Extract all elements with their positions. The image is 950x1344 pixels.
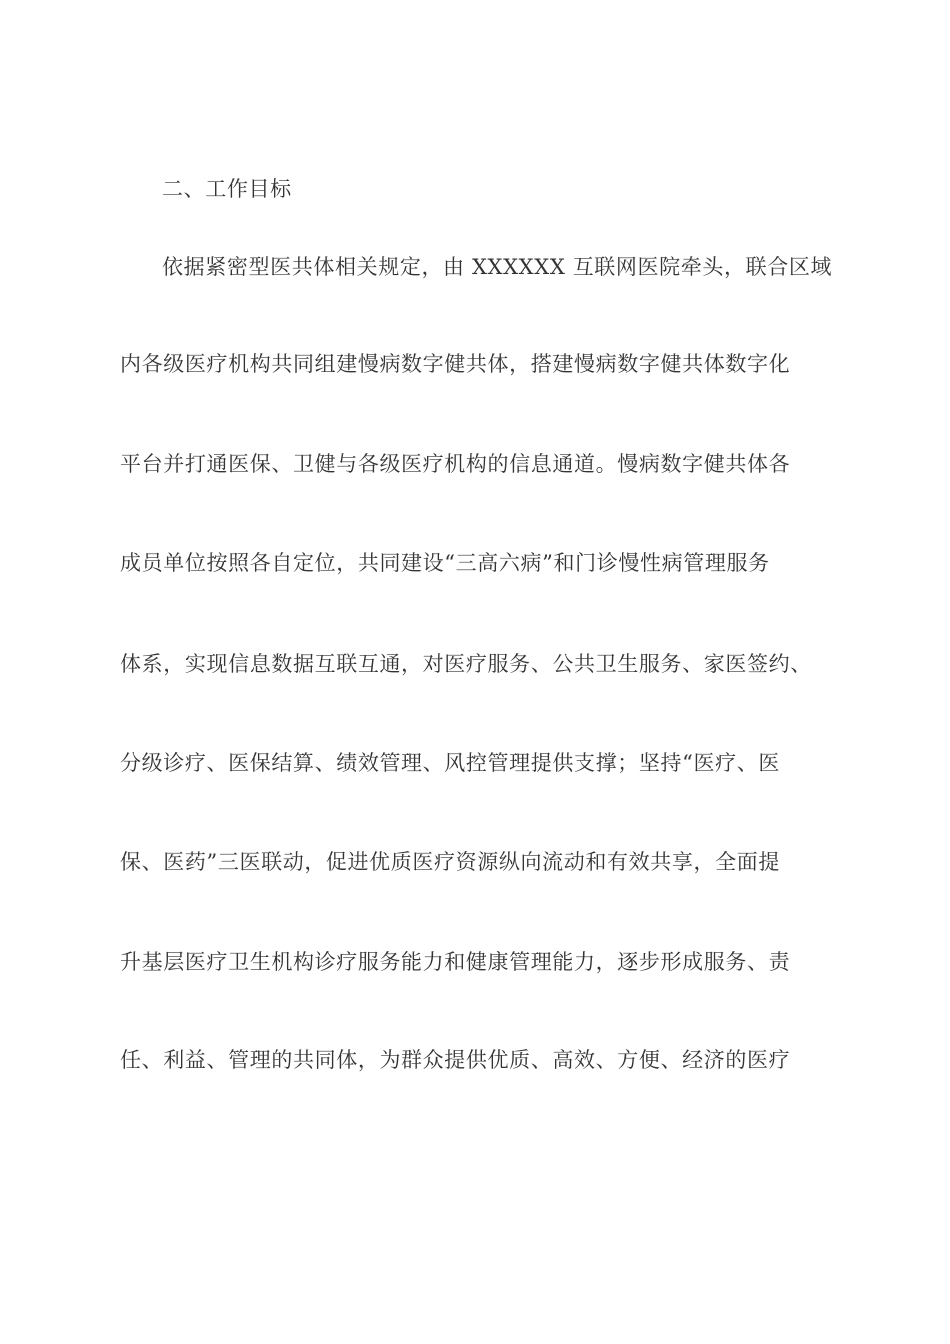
paragraph-line: 平台并打通医保、卫健与各级医疗机构的信息通道。慢病数字健共体各: [120, 452, 791, 476]
section-heading: 二、工作目标: [162, 177, 292, 201]
paragraph-line: 内各级医疗机构共同组建慢病数字健共体，搭建慢病数字健共体数字化: [120, 352, 791, 376]
paragraph-line: 任、利益、管理的共同体，为群众提供优质、高效、方便、经济的医疗: [120, 1048, 791, 1072]
paragraph-line: 成员单位按照各自定位，共同建设“三高六病”和门诊慢性病管理服务: [120, 551, 770, 575]
paragraph-line: 升基层医疗卫生机构诊疗服务能力和健康管理能力，逐步形成服务、责: [120, 950, 791, 974]
paragraph-line: 分级诊疗、医保结算、绩效管理、风控管理提供支撑；坚持“医疗、医: [120, 751, 780, 775]
paragraph-line: 体系，实现信息数据互联互通，对医疗服务、公共卫生服务、家医签约、: [120, 652, 812, 676]
paragraph-line: 保、医药”三医联动，促进优质医疗资源纵向流动和有效共享，全面提: [120, 850, 780, 874]
paragraph-line: 依据紧密型医共体相关规定，由 XXXXXX 互联网医院牵头，联合区域: [162, 255, 833, 279]
